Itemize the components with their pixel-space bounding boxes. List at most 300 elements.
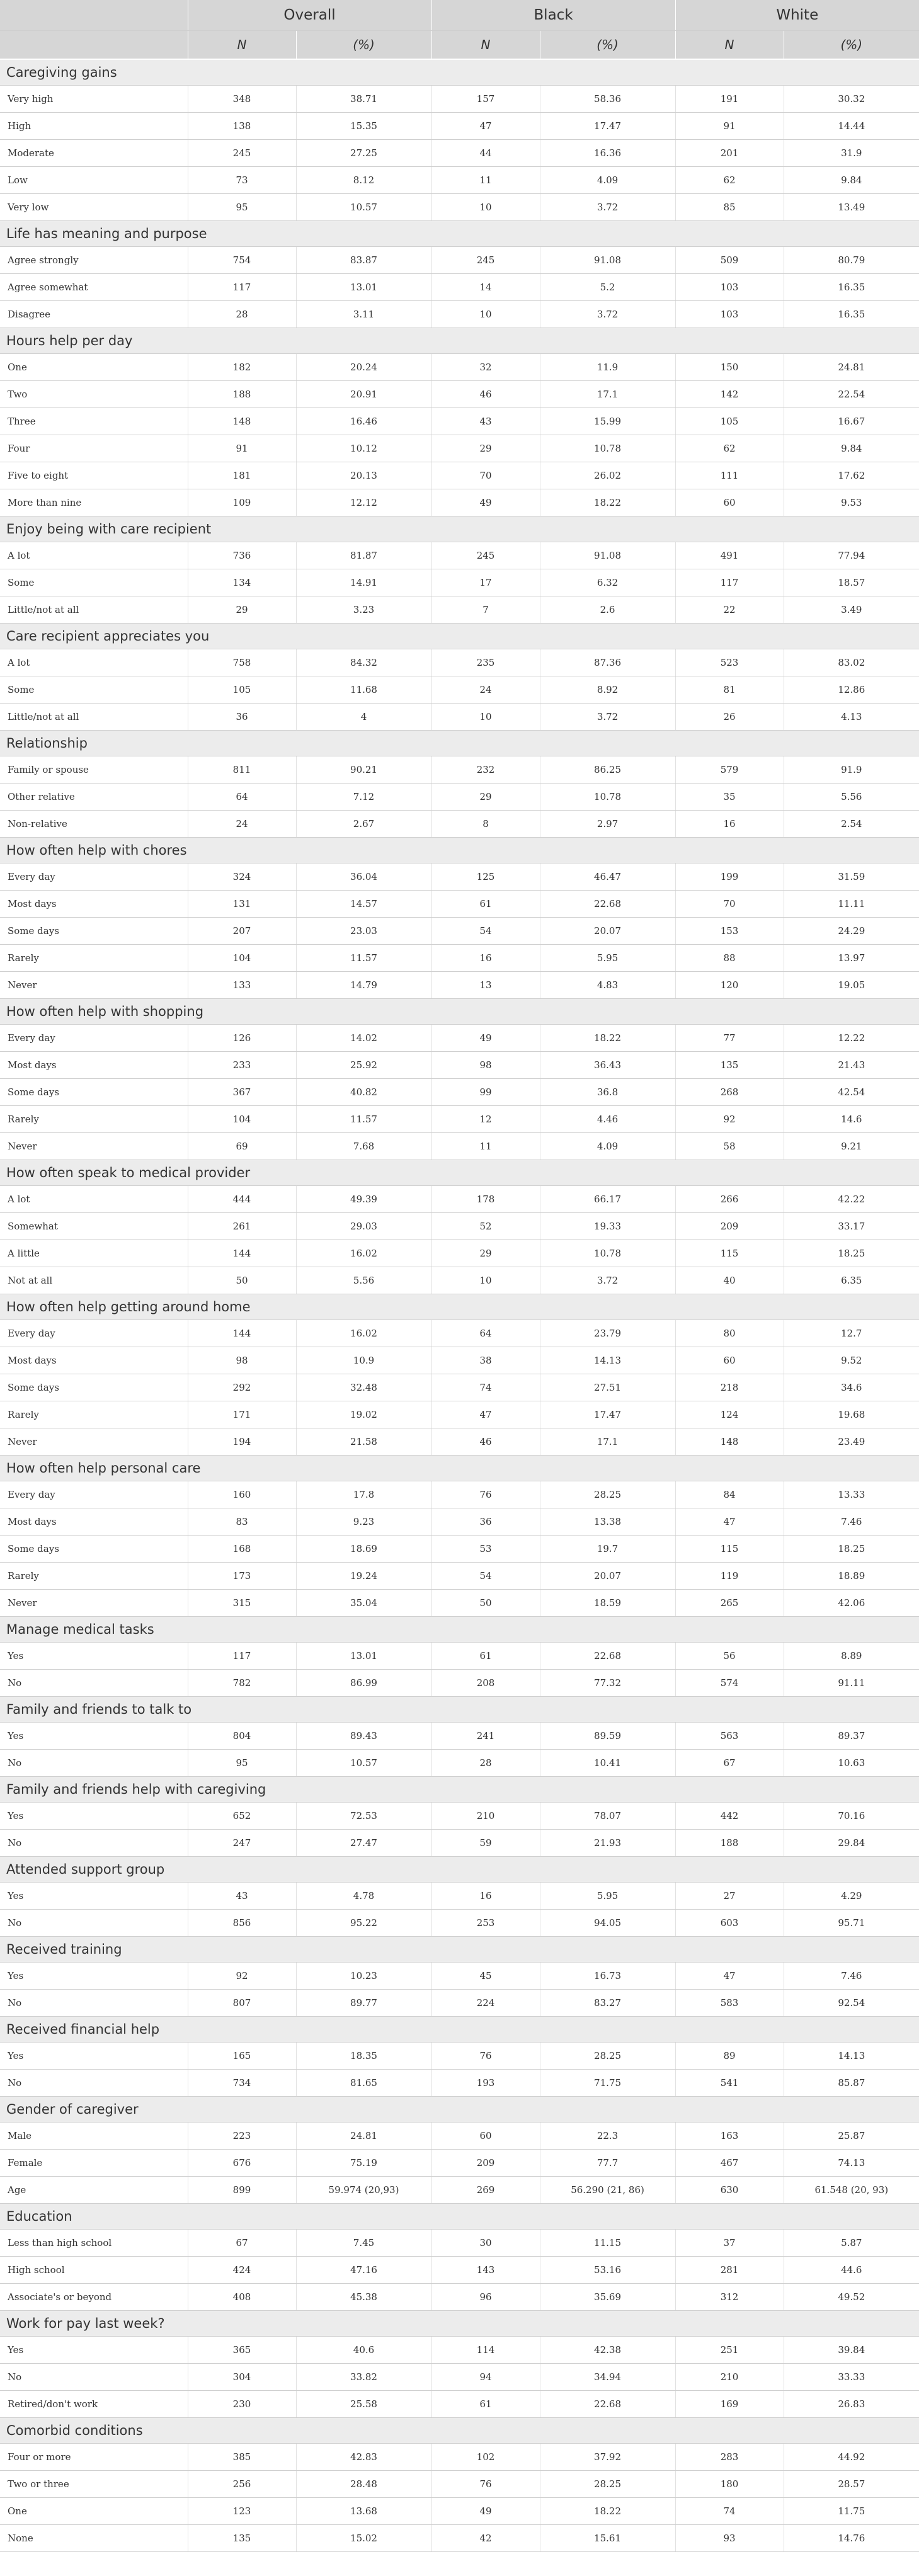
black-pct: 89.59 bbox=[540, 1723, 675, 1750]
white-pct: 25.87 bbox=[784, 2123, 919, 2150]
overall-pct: 75.19 bbox=[296, 2150, 431, 2177]
overall-n: 207 bbox=[188, 918, 296, 945]
black-pct: 4.46 bbox=[540, 1106, 675, 1133]
row-label: Some bbox=[0, 569, 188, 596]
black-pct: 87.36 bbox=[540, 649, 675, 676]
black-pct: 91.08 bbox=[540, 247, 675, 274]
white-pct: 5.87 bbox=[784, 2230, 919, 2257]
row-label: Some days bbox=[0, 918, 188, 945]
section-title: Caregiving gains bbox=[0, 59, 919, 86]
white-n: 188 bbox=[675, 1830, 784, 1857]
row-label: Never bbox=[0, 1133, 188, 1160]
subheader-row bbox=[0, 31, 919, 60]
white-n: 62 bbox=[675, 167, 784, 194]
table-row bbox=[0, 2230, 919, 2257]
overall-n: 123 bbox=[188, 2498, 296, 2525]
overall-pct: 35.04 bbox=[296, 1590, 431, 1617]
white-pct: 49.52 bbox=[784, 2284, 919, 2311]
black-pct: 46.47 bbox=[540, 863, 675, 891]
row-label: Associate's or beyond bbox=[0, 2284, 188, 2311]
white-pct: 89.37 bbox=[784, 1723, 919, 1750]
white-n: 218 bbox=[675, 1374, 784, 1401]
white-n: 37 bbox=[675, 2230, 784, 2257]
overall-pct: 15.02 bbox=[296, 2525, 431, 2552]
black-n: 32 bbox=[431, 354, 540, 381]
white-pct: 13.33 bbox=[784, 1481, 919, 1508]
row-label: Disagree bbox=[0, 301, 188, 328]
table-row bbox=[0, 1590, 919, 1617]
white-n: 135 bbox=[675, 1052, 784, 1079]
black-n: 208 bbox=[431, 1670, 540, 1697]
white-pct: 4.13 bbox=[784, 704, 919, 731]
overall-pct: 15.35 bbox=[296, 113, 431, 140]
table-row bbox=[0, 1240, 919, 1267]
overall-pct: 45.38 bbox=[296, 2284, 431, 2311]
overall-n: 67 bbox=[188, 2230, 296, 2257]
overall-pct: 12.12 bbox=[296, 489, 431, 516]
row-label: Little/not at all bbox=[0, 704, 188, 731]
black-n: 44 bbox=[431, 140, 540, 167]
section-header-row bbox=[0, 2097, 919, 2123]
row-label: Very high bbox=[0, 86, 188, 113]
section-header-row bbox=[0, 1160, 919, 1186]
white-pct: 92.54 bbox=[784, 1990, 919, 2017]
black-pct: 10.78 bbox=[540, 1240, 675, 1267]
row-label: Agree strongly bbox=[0, 247, 188, 274]
section-title: How often speak to medical provider bbox=[0, 1160, 919, 1186]
overall-n: 365 bbox=[188, 2337, 296, 2364]
section-header-row bbox=[0, 1857, 919, 1883]
row-label: Female bbox=[0, 2150, 188, 2177]
row-label: A lot bbox=[0, 1186, 188, 1213]
table-row bbox=[0, 1750, 919, 1777]
corner-cell-2 bbox=[0, 31, 188, 60]
white-pct: 61.548 (20, 93) bbox=[784, 2177, 919, 2204]
section-header-row bbox=[0, 328, 919, 354]
table-row bbox=[0, 2525, 919, 2552]
row-label: Never bbox=[0, 972, 188, 999]
section-title: Gender of caregiver bbox=[0, 2097, 919, 2123]
table-row bbox=[0, 1670, 919, 1697]
white-pct: 12.7 bbox=[784, 1320, 919, 1347]
row-label: Rarely bbox=[0, 945, 188, 972]
section-title: Enjoy being with care recipient bbox=[0, 516, 919, 542]
overall-pct: 49.39 bbox=[296, 1186, 431, 1213]
overall-n: 50 bbox=[188, 1267, 296, 1294]
overall-n: 135 bbox=[188, 2525, 296, 2552]
white-n: 115 bbox=[675, 1536, 784, 1563]
black-n: 235 bbox=[431, 649, 540, 676]
white-pct: 70.16 bbox=[784, 1803, 919, 1830]
white-n: 191 bbox=[675, 86, 784, 113]
black-pct: 2.97 bbox=[540, 811, 675, 838]
black-pct: 3.72 bbox=[540, 1267, 675, 1294]
black-pct: 35.69 bbox=[540, 2284, 675, 2311]
table-row bbox=[0, 2337, 919, 2364]
table-row bbox=[0, 1883, 919, 1910]
black-pct: 15.61 bbox=[540, 2525, 675, 2552]
overall-pct: 95.22 bbox=[296, 1910, 431, 1937]
overall-n: 315 bbox=[188, 1590, 296, 1617]
table-row bbox=[0, 2471, 919, 2498]
black-pct: 22.68 bbox=[540, 1643, 675, 1670]
black-pct: 22.68 bbox=[540, 891, 675, 918]
table-row bbox=[0, 1990, 919, 2017]
overall-n: 188 bbox=[188, 381, 296, 408]
section-header-row bbox=[0, 999, 919, 1025]
overall-n: 83 bbox=[188, 1508, 296, 1536]
black-pct: 56.290 (21, 86) bbox=[540, 2177, 675, 2204]
overall-pct: 18.69 bbox=[296, 1536, 431, 1563]
section-header-row bbox=[0, 838, 919, 863]
table-row bbox=[0, 1803, 919, 1830]
row-label: Every day bbox=[0, 1320, 188, 1347]
black-n: 245 bbox=[431, 542, 540, 569]
row-label: Not at all bbox=[0, 1267, 188, 1294]
table-row bbox=[0, 1267, 919, 1294]
section-title: Life has meaning and purpose bbox=[0, 221, 919, 247]
table-row bbox=[0, 1106, 919, 1133]
overall-pct: 27.47 bbox=[296, 1830, 431, 1857]
row-label: No bbox=[0, 1750, 188, 1777]
white-n: 47 bbox=[675, 1963, 784, 1990]
black-n: 61 bbox=[431, 891, 540, 918]
group-header-overall: Overall bbox=[188, 0, 431, 31]
black-pct: 27.51 bbox=[540, 1374, 675, 1401]
row-label: Four bbox=[0, 435, 188, 462]
section-header-row bbox=[0, 1697, 919, 1723]
section-header-row bbox=[0, 2017, 919, 2043]
white-n: 265 bbox=[675, 1590, 784, 1617]
black-n: 70 bbox=[431, 462, 540, 489]
row-label: High school bbox=[0, 2257, 188, 2284]
table-row bbox=[0, 542, 919, 569]
black-pct: 2.6 bbox=[540, 596, 675, 624]
row-label: Every day bbox=[0, 1025, 188, 1052]
black-n: 98 bbox=[431, 1052, 540, 1079]
section-title: How often help with chores bbox=[0, 838, 919, 863]
black-n: 24 bbox=[431, 676, 540, 704]
overall-n: 36 bbox=[188, 704, 296, 731]
row-label: Yes bbox=[0, 1803, 188, 1830]
white-n: 268 bbox=[675, 1079, 784, 1106]
overall-pct: 14.91 bbox=[296, 569, 431, 596]
overall-n: 367 bbox=[188, 1079, 296, 1106]
white-n: 60 bbox=[675, 1347, 784, 1374]
overall-pct: 14.02 bbox=[296, 1025, 431, 1052]
overall-pct: 10.12 bbox=[296, 435, 431, 462]
white-pct: 18.25 bbox=[784, 1240, 919, 1267]
section-title: Education bbox=[0, 2204, 919, 2230]
black-n: 16 bbox=[431, 945, 540, 972]
white-pct: 14.13 bbox=[784, 2043, 919, 2070]
overall-n: 92 bbox=[188, 1963, 296, 1990]
white-n: 85 bbox=[675, 194, 784, 221]
section-header-row bbox=[0, 1617, 919, 1643]
white-pct: 28.57 bbox=[784, 2471, 919, 2498]
black-n: 38 bbox=[431, 1347, 540, 1374]
table-row bbox=[0, 1508, 919, 1536]
white-pct: 22.54 bbox=[784, 381, 919, 408]
black-pct: 5.95 bbox=[540, 945, 675, 972]
black-n: 253 bbox=[431, 1910, 540, 1937]
black-pct: 28.25 bbox=[540, 2043, 675, 2070]
black-pct: 16.36 bbox=[540, 140, 675, 167]
overall-pct: 16.02 bbox=[296, 1320, 431, 1347]
row-label: More than nine bbox=[0, 489, 188, 516]
overall-n: 324 bbox=[188, 863, 296, 891]
overall-pct: 23.03 bbox=[296, 918, 431, 945]
overall-pct: 11.57 bbox=[296, 1106, 431, 1133]
white-pct: 33.17 bbox=[784, 1213, 919, 1240]
overall-pct: 83.87 bbox=[296, 247, 431, 274]
black-n: 12 bbox=[431, 1106, 540, 1133]
row-label: No bbox=[0, 2070, 188, 2097]
white-n: 266 bbox=[675, 1186, 784, 1213]
white-pct: 17.62 bbox=[784, 462, 919, 489]
overall-pct: 3.23 bbox=[296, 596, 431, 624]
overall-n: 91 bbox=[188, 435, 296, 462]
black-pct: 37.92 bbox=[540, 2444, 675, 2471]
white-n: 16 bbox=[675, 811, 784, 838]
overall-n: 29 bbox=[188, 596, 296, 624]
row-label: Some days bbox=[0, 1374, 188, 1401]
overall-n: 424 bbox=[188, 2257, 296, 2284]
overall-n: 256 bbox=[188, 2471, 296, 2498]
white-n: 89 bbox=[675, 2043, 784, 2070]
overall-n: 247 bbox=[188, 1830, 296, 1857]
table-body bbox=[0, 59, 919, 2552]
white-n: 35 bbox=[675, 784, 784, 811]
white-pct: 8.89 bbox=[784, 1643, 919, 1670]
white-n: 199 bbox=[675, 863, 784, 891]
table-row bbox=[0, 1025, 919, 1052]
overall-n: 736 bbox=[188, 542, 296, 569]
black-pct: 19.7 bbox=[540, 1536, 675, 1563]
black-n: 61 bbox=[431, 1643, 540, 1670]
table-row bbox=[0, 247, 919, 274]
table-row bbox=[0, 704, 919, 731]
white-pct: 16.67 bbox=[784, 408, 919, 435]
row-label: Yes bbox=[0, 2337, 188, 2364]
black-n: 29 bbox=[431, 784, 540, 811]
overall-pct: 10.23 bbox=[296, 1963, 431, 1990]
table-row bbox=[0, 1910, 919, 1937]
overall-pct: 25.58 bbox=[296, 2391, 431, 2418]
row-label: A lot bbox=[0, 649, 188, 676]
overall-n: 28 bbox=[188, 301, 296, 328]
table-row bbox=[0, 1213, 919, 1240]
white-n: 541 bbox=[675, 2070, 784, 2097]
overall-pct: 19.24 bbox=[296, 1563, 431, 1590]
white-n: 491 bbox=[675, 542, 784, 569]
overall-pct: 11.57 bbox=[296, 945, 431, 972]
white-pct: 34.6 bbox=[784, 1374, 919, 1401]
table-row bbox=[0, 1963, 919, 1990]
overall-pct: 7.68 bbox=[296, 1133, 431, 1160]
white-n: 163 bbox=[675, 2123, 784, 2150]
overall-pct: 40.6 bbox=[296, 2337, 431, 2364]
overall-n: 230 bbox=[188, 2391, 296, 2418]
black-pct: 66.17 bbox=[540, 1186, 675, 1213]
black-n: 54 bbox=[431, 1563, 540, 1590]
overall-pct: 47.16 bbox=[296, 2257, 431, 2284]
white-n: 117 bbox=[675, 569, 784, 596]
white-n: 124 bbox=[675, 1401, 784, 1428]
overall-pct: 7.12 bbox=[296, 784, 431, 811]
table-row bbox=[0, 1563, 919, 1590]
white-n: 47 bbox=[675, 1508, 784, 1536]
black-n: 60 bbox=[431, 2123, 540, 2150]
section-header-row bbox=[0, 2311, 919, 2337]
white-pct: 11.75 bbox=[784, 2498, 919, 2525]
white-n: 84 bbox=[675, 1481, 784, 1508]
subheader-pct: (%) bbox=[296, 31, 431, 60]
black-n: 47 bbox=[431, 1401, 540, 1428]
row-label: Rarely bbox=[0, 1563, 188, 1590]
black-pct: 28.25 bbox=[540, 2471, 675, 2498]
overall-pct: 20.91 bbox=[296, 381, 431, 408]
table-row bbox=[0, 2070, 919, 2097]
row-label: Rarely bbox=[0, 1401, 188, 1428]
overall-n: 138 bbox=[188, 113, 296, 140]
table-row bbox=[0, 1643, 919, 1670]
overall-n: 24 bbox=[188, 811, 296, 838]
white-pct: 16.35 bbox=[784, 274, 919, 301]
overall-pct: 59.974 (20,93) bbox=[296, 2177, 431, 2204]
row-label: Never bbox=[0, 1428, 188, 1456]
row-label: Rarely bbox=[0, 1106, 188, 1133]
overall-n: 117 bbox=[188, 274, 296, 301]
overall-n: 95 bbox=[188, 1750, 296, 1777]
row-label: Moderate bbox=[0, 140, 188, 167]
overall-pct: 4 bbox=[296, 704, 431, 731]
black-pct: 18.59 bbox=[540, 1590, 675, 1617]
white-n: 58 bbox=[675, 1133, 784, 1160]
white-pct: 9.84 bbox=[784, 167, 919, 194]
black-n: 29 bbox=[431, 1240, 540, 1267]
table-row bbox=[0, 462, 919, 489]
black-n: 50 bbox=[431, 1590, 540, 1617]
section-title: Care recipient appreciates you bbox=[0, 624, 919, 649]
black-pct: 11.15 bbox=[540, 2230, 675, 2257]
white-n: 169 bbox=[675, 2391, 784, 2418]
white-pct: 13.49 bbox=[784, 194, 919, 221]
overall-n: 104 bbox=[188, 945, 296, 972]
group-header-white: White bbox=[675, 0, 919, 31]
black-n: 49 bbox=[431, 489, 540, 516]
black-n: 241 bbox=[431, 1723, 540, 1750]
table-row bbox=[0, 2391, 919, 2418]
white-n: 148 bbox=[675, 1428, 784, 1456]
row-label: Other relative bbox=[0, 784, 188, 811]
row-label: Most days bbox=[0, 1052, 188, 1079]
overall-pct: 10.9 bbox=[296, 1347, 431, 1374]
white-n: 153 bbox=[675, 918, 784, 945]
row-label: Yes bbox=[0, 1963, 188, 1990]
white-pct: 9.84 bbox=[784, 435, 919, 462]
overall-n: 95 bbox=[188, 194, 296, 221]
overall-pct: 89.43 bbox=[296, 1723, 431, 1750]
black-pct: 5.2 bbox=[540, 274, 675, 301]
section-title: Attended support group bbox=[0, 1857, 919, 1883]
white-n: 91 bbox=[675, 113, 784, 140]
white-pct: 33.33 bbox=[784, 2364, 919, 2391]
black-pct: 58.36 bbox=[540, 86, 675, 113]
section-title: Family and friends to talk to bbox=[0, 1697, 919, 1723]
table-row bbox=[0, 113, 919, 140]
white-n: 22 bbox=[675, 596, 784, 624]
overall-n: 899 bbox=[188, 2177, 296, 2204]
black-n: 10 bbox=[431, 301, 540, 328]
white-pct: 91.9 bbox=[784, 756, 919, 784]
white-pct: 42.06 bbox=[784, 1590, 919, 1617]
overall-pct: 20.24 bbox=[296, 354, 431, 381]
white-pct: 44.92 bbox=[784, 2444, 919, 2471]
overall-pct: 5.56 bbox=[296, 1267, 431, 1294]
table-row bbox=[0, 435, 919, 462]
overall-n: 292 bbox=[188, 1374, 296, 1401]
overall-pct: 32.48 bbox=[296, 1374, 431, 1401]
overall-pct: 3.11 bbox=[296, 301, 431, 328]
overall-n: 385 bbox=[188, 2444, 296, 2471]
white-n: 150 bbox=[675, 354, 784, 381]
row-label: Most days bbox=[0, 891, 188, 918]
white-pct: 18.57 bbox=[784, 569, 919, 596]
white-pct: 13.97 bbox=[784, 945, 919, 972]
black-pct: 78.07 bbox=[540, 1803, 675, 1830]
overall-pct: 8.12 bbox=[296, 167, 431, 194]
overall-pct: 16.46 bbox=[296, 408, 431, 435]
black-pct: 13.38 bbox=[540, 1508, 675, 1536]
section-header-row bbox=[0, 59, 919, 86]
row-label: Retired/don't work bbox=[0, 2391, 188, 2418]
black-pct: 17.1 bbox=[540, 1428, 675, 1456]
table-row bbox=[0, 1536, 919, 1563]
section-header-row bbox=[0, 1456, 919, 1481]
black-pct: 26.02 bbox=[540, 462, 675, 489]
table-row bbox=[0, 784, 919, 811]
white-pct: 85.87 bbox=[784, 2070, 919, 2097]
black-n: 28 bbox=[431, 1750, 540, 1777]
overall-pct: 16.02 bbox=[296, 1240, 431, 1267]
overall-n: 148 bbox=[188, 408, 296, 435]
black-pct: 42.38 bbox=[540, 2337, 675, 2364]
table-row bbox=[0, 489, 919, 516]
white-pct: 24.29 bbox=[784, 918, 919, 945]
overall-pct: 10.57 bbox=[296, 1750, 431, 1777]
white-pct: 4.29 bbox=[784, 1883, 919, 1910]
overall-n: 408 bbox=[188, 2284, 296, 2311]
row-label: Yes bbox=[0, 2043, 188, 2070]
overall-n: 652 bbox=[188, 1803, 296, 1830]
overall-n: 134 bbox=[188, 569, 296, 596]
white-pct: 9.53 bbox=[784, 489, 919, 516]
overall-n: 245 bbox=[188, 140, 296, 167]
overall-pct: 81.87 bbox=[296, 542, 431, 569]
section-title: Family and friends help with caregiving bbox=[0, 1777, 919, 1803]
overall-pct: 9.23 bbox=[296, 1508, 431, 1536]
section-header-row bbox=[0, 624, 919, 649]
table-row bbox=[0, 1320, 919, 1347]
black-pct: 10.78 bbox=[540, 435, 675, 462]
black-pct: 5.95 bbox=[540, 1883, 675, 1910]
white-pct: 6.35 bbox=[784, 1267, 919, 1294]
black-pct: 8.92 bbox=[540, 676, 675, 704]
black-n: 30 bbox=[431, 2230, 540, 2257]
black-n: 74 bbox=[431, 1374, 540, 1401]
black-pct: 21.93 bbox=[540, 1830, 675, 1857]
